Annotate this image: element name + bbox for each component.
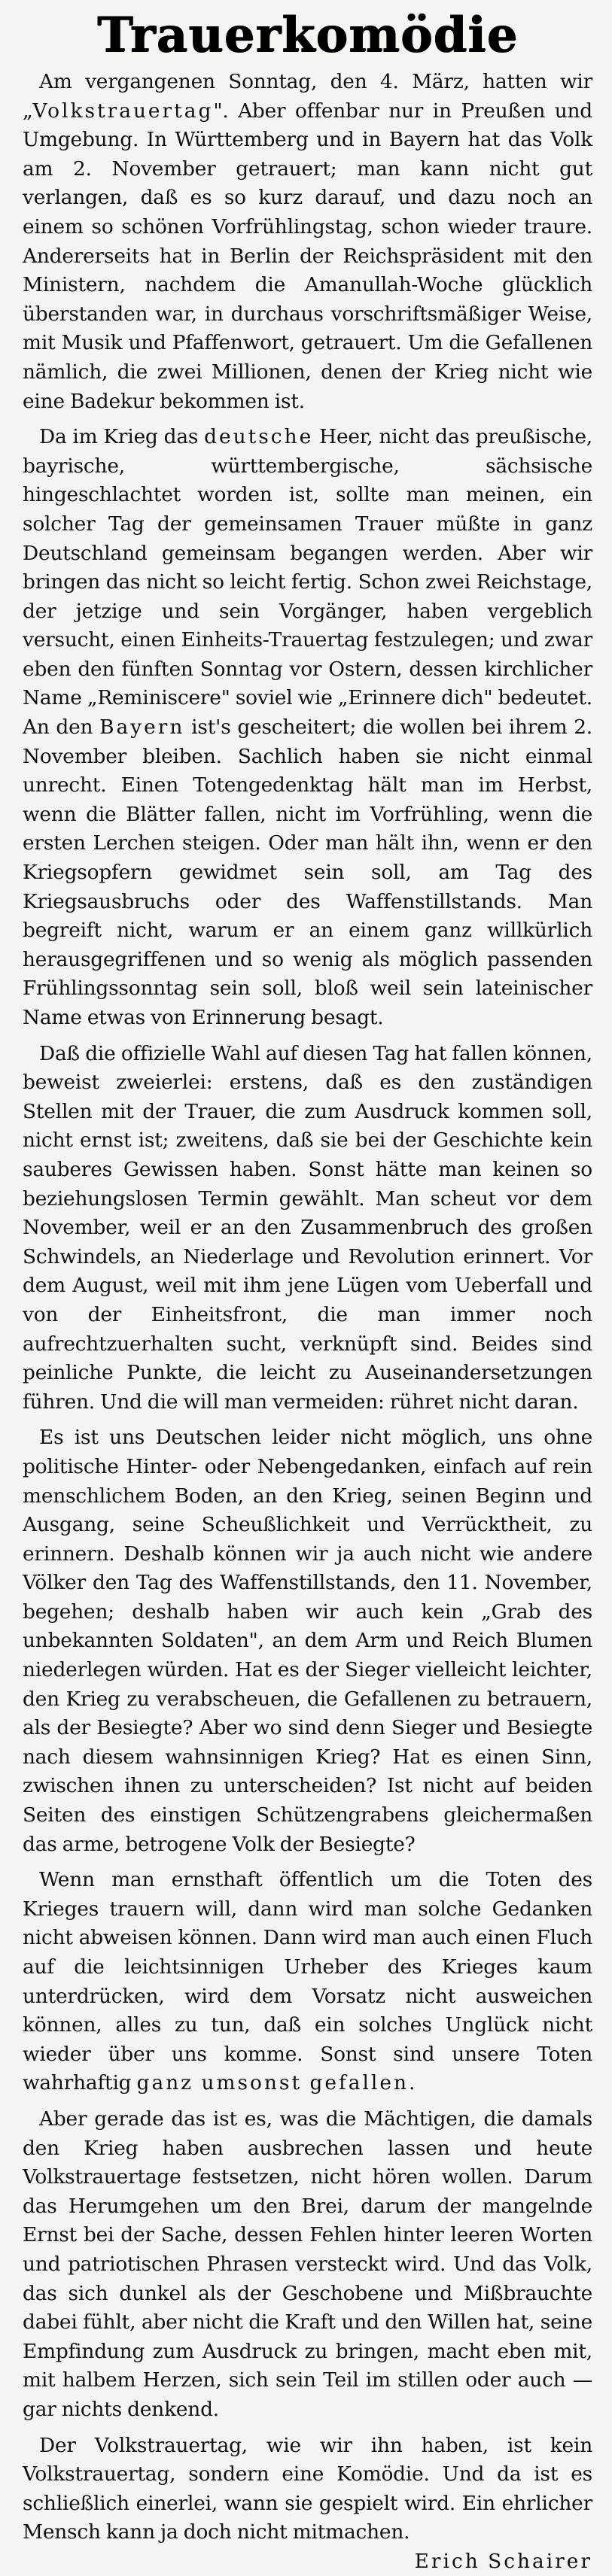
article-paragraph xyxy=(23,1040,592,1417)
paragraph-text: ist's gescheitert; die wollen bei ihrem 2. November bleiben. Sachlich haben sie nicht einmal unrecht. Einen Totengedenktag hält man im Herbst, wenn die Blätter fallen, nicht im Vorfrühling, wenn die ersten Lerchen steigen. Oder man hält ihn, wenn er den Kriegsopfern gewidmet sein soll, am Tag des Kriegsausbruchs oder des Waffenstillstands. Man begreift nicht, warum er an einem ganz willkürlich herausgegriffenen und so wenig als möglich passenden Frühlingssonntag sein soll, bloß weil sein lateinischer Name etwas von Erinnerung besagt. xyxy=(23,715,592,1029)
paragraph-text: Heer, nicht das preußische, bayrische, württembergische, sächsische hingeschlachtet worden ist, sollte man meinen, ein solcher Tag der gemeinsamen Trauer müßte in ganz Deutschland gemeinsam begangen werden. Aber wir bringen das nicht so leicht fertig. Schon zwei Reichstage, der jetzige und sein Vorgänger, haben vergeblich versucht, einen Einheits-Trauertag festzulegen; und zwar eben den fünften Sonntag vor Ostern, dessen kirchlicher Name „Reminiscere" soviel wie „Erinnere dich" bedeutet. An den xyxy=(23,425,592,740)
paragraph-text: Daß die offizielle Wahl auf diesen Tag hat fallen können, beweist zweierlei: erstens, daß es den zuständigen Stellen mit der Trauer, die zum Ausdruck kommen soll, nicht ernst ist; zweitens, daß sie bei der Geschichte kein sauberes Gewissen haben. Sonst hätte man keinen so beziehungslosen Termin gewählt. Man scheut vor dem November, weil er an den Zusammenbruch des großen Schwindels, an Niederlage und Revolution erinnert. Vor dem August, weil mit ihm jene Lügen vom Ueberfall und von der Einheitsfront, die man immer noch aufrechtzuerhalten sucht, verknüpft sind. Beides sind peinliche Punkte, die leicht zu Auseinandersetzungen führen. Und die will man vermeiden: rühret nicht daran. xyxy=(23,1041,592,1414)
spaced-emphasis-text: Bayern xyxy=(99,715,185,740)
article-paragraph xyxy=(23,1423,592,1859)
paragraph-text: Der Volkstrauertag, wie wir ihn haben, ist kein Volkstrauertag, sondern eine Komödie. Und da ist es schließlich einerlei, wann sie gespielt wird. Ein ehrlicher Mensch kann ja doch nicht mitmachen. xyxy=(23,2433,592,2544)
headline: Trauerkomödie xyxy=(96,7,519,63)
paragraph-text: ". Aber offenbar nur in Preußen und Umgebung. In Württemberg und in Bayern hat das Volk am 2. November getrauert; man kann nicht gut verlangen, daß es so kurz darauf, und dazu noch an einem so schönen Vorfrühlingstag, schon wieder traure. Andererseits hat in Berlin der Reichspräsident mit den Ministern, nachdem die Amanullah-Woche glücklich überstanden war, in durchaus vorschriftsmäßiger Weise, mit Musik und Pfaffenwort, getrauert. Um die Gefallenen nämlich, die zwei Millionen, denen der Krieg nicht wie eine Badekur bekommen ist. xyxy=(23,99,592,413)
article-paragraph xyxy=(23,2105,592,2425)
paragraph-text: Wenn man ernsthaft öffentlich um die Toten des Krieges trauern will, dann wird man solche Gedanken nicht abweisen können. Dann wird man auch einen Fluch auf die leichtsinnigen Urheber des Krieges kaum unterdrücken, wird dem Vorsatz nicht ausweichen können, alles zu tun, daß ein solches Unglück nicht wieder über uns komme. Sonst sind unsere Toten wahrhaftig xyxy=(23,1868,592,2095)
article-body xyxy=(23,68,592,2573)
paragraph-text: . xyxy=(408,2071,416,2095)
spaced-emphasis-text: deutsche xyxy=(204,425,314,449)
article-paragraph xyxy=(23,68,592,416)
article-paragraph xyxy=(23,2432,592,2573)
spaced-emphasis-text: ganz umsonst gefallen xyxy=(136,2071,409,2095)
article-paragraph xyxy=(23,423,592,1032)
paragraph-text: Da im Krieg das xyxy=(39,425,205,449)
paragraph-text: Aber gerade das ist es, was die Mächtigen, die damals den Krieg haben ausbrechen lassen und heute Volkstrauertage festsetzen, nicht hören wollen. Darum das Herumgehen um den Brei, darum der mangelnde Ernst bei der Sache, dessen Fehlen hinter leeren Worten und patriotischen Phrasen versteckt wird. Und das Volk, das sich dunkel als der Geschobene und Mißbrauchte dabei fühlt, aber nicht die Kraft und den Willen hat, seine Empfindung zum Ausdruck zu bringen, macht eben mit, mit halbem Herzen, sich sein Teil im stillen oder auch — gar nichts denkend. xyxy=(23,2107,592,2421)
article-paragraph xyxy=(23,1866,592,2098)
author-signature: Erich Schairer xyxy=(414,2549,592,2573)
paragraph-text: Es ist uns Deutschen leider nicht möglich, uns ohne politische Hinter- oder Nebengedanken, einfach auf rein menschlichem Boden, an den Krieg, seinen Beginn und Ausgang, seine Scheußlichkeit und Verrücktheit, zu erinnern. Deshalb können wir ja auch nicht wie andere Völker den Tag des Waffenstillstands, den 11. November, begehen; deshalb haben wir auch kein „Grab des unbekannten Soldaten", an dem Arm und Reich Blumen niederlegen würden. Hat es der Sieger vielleicht leichter, den Krieg zu verabscheuen, die Gefallenen zu betrauern, als der Besiegte? Aber wo sind denn Sieger und Besiegte nach diesem wahnsinnigen Krieg? Hat es einen Sinn, zwischen ihnen zu unterscheiden? Ist nicht auf beiden Seiten des einstigen Schützengrabens gleichermaßen das arme, betrogene Volk der Besiegte? xyxy=(23,1426,592,1856)
paragraph-text: Am vergangenen Sonntag, den 4. März, hatten wir „ xyxy=(23,70,592,123)
spaced-emphasis-text: Volkstrauertag xyxy=(32,99,214,123)
